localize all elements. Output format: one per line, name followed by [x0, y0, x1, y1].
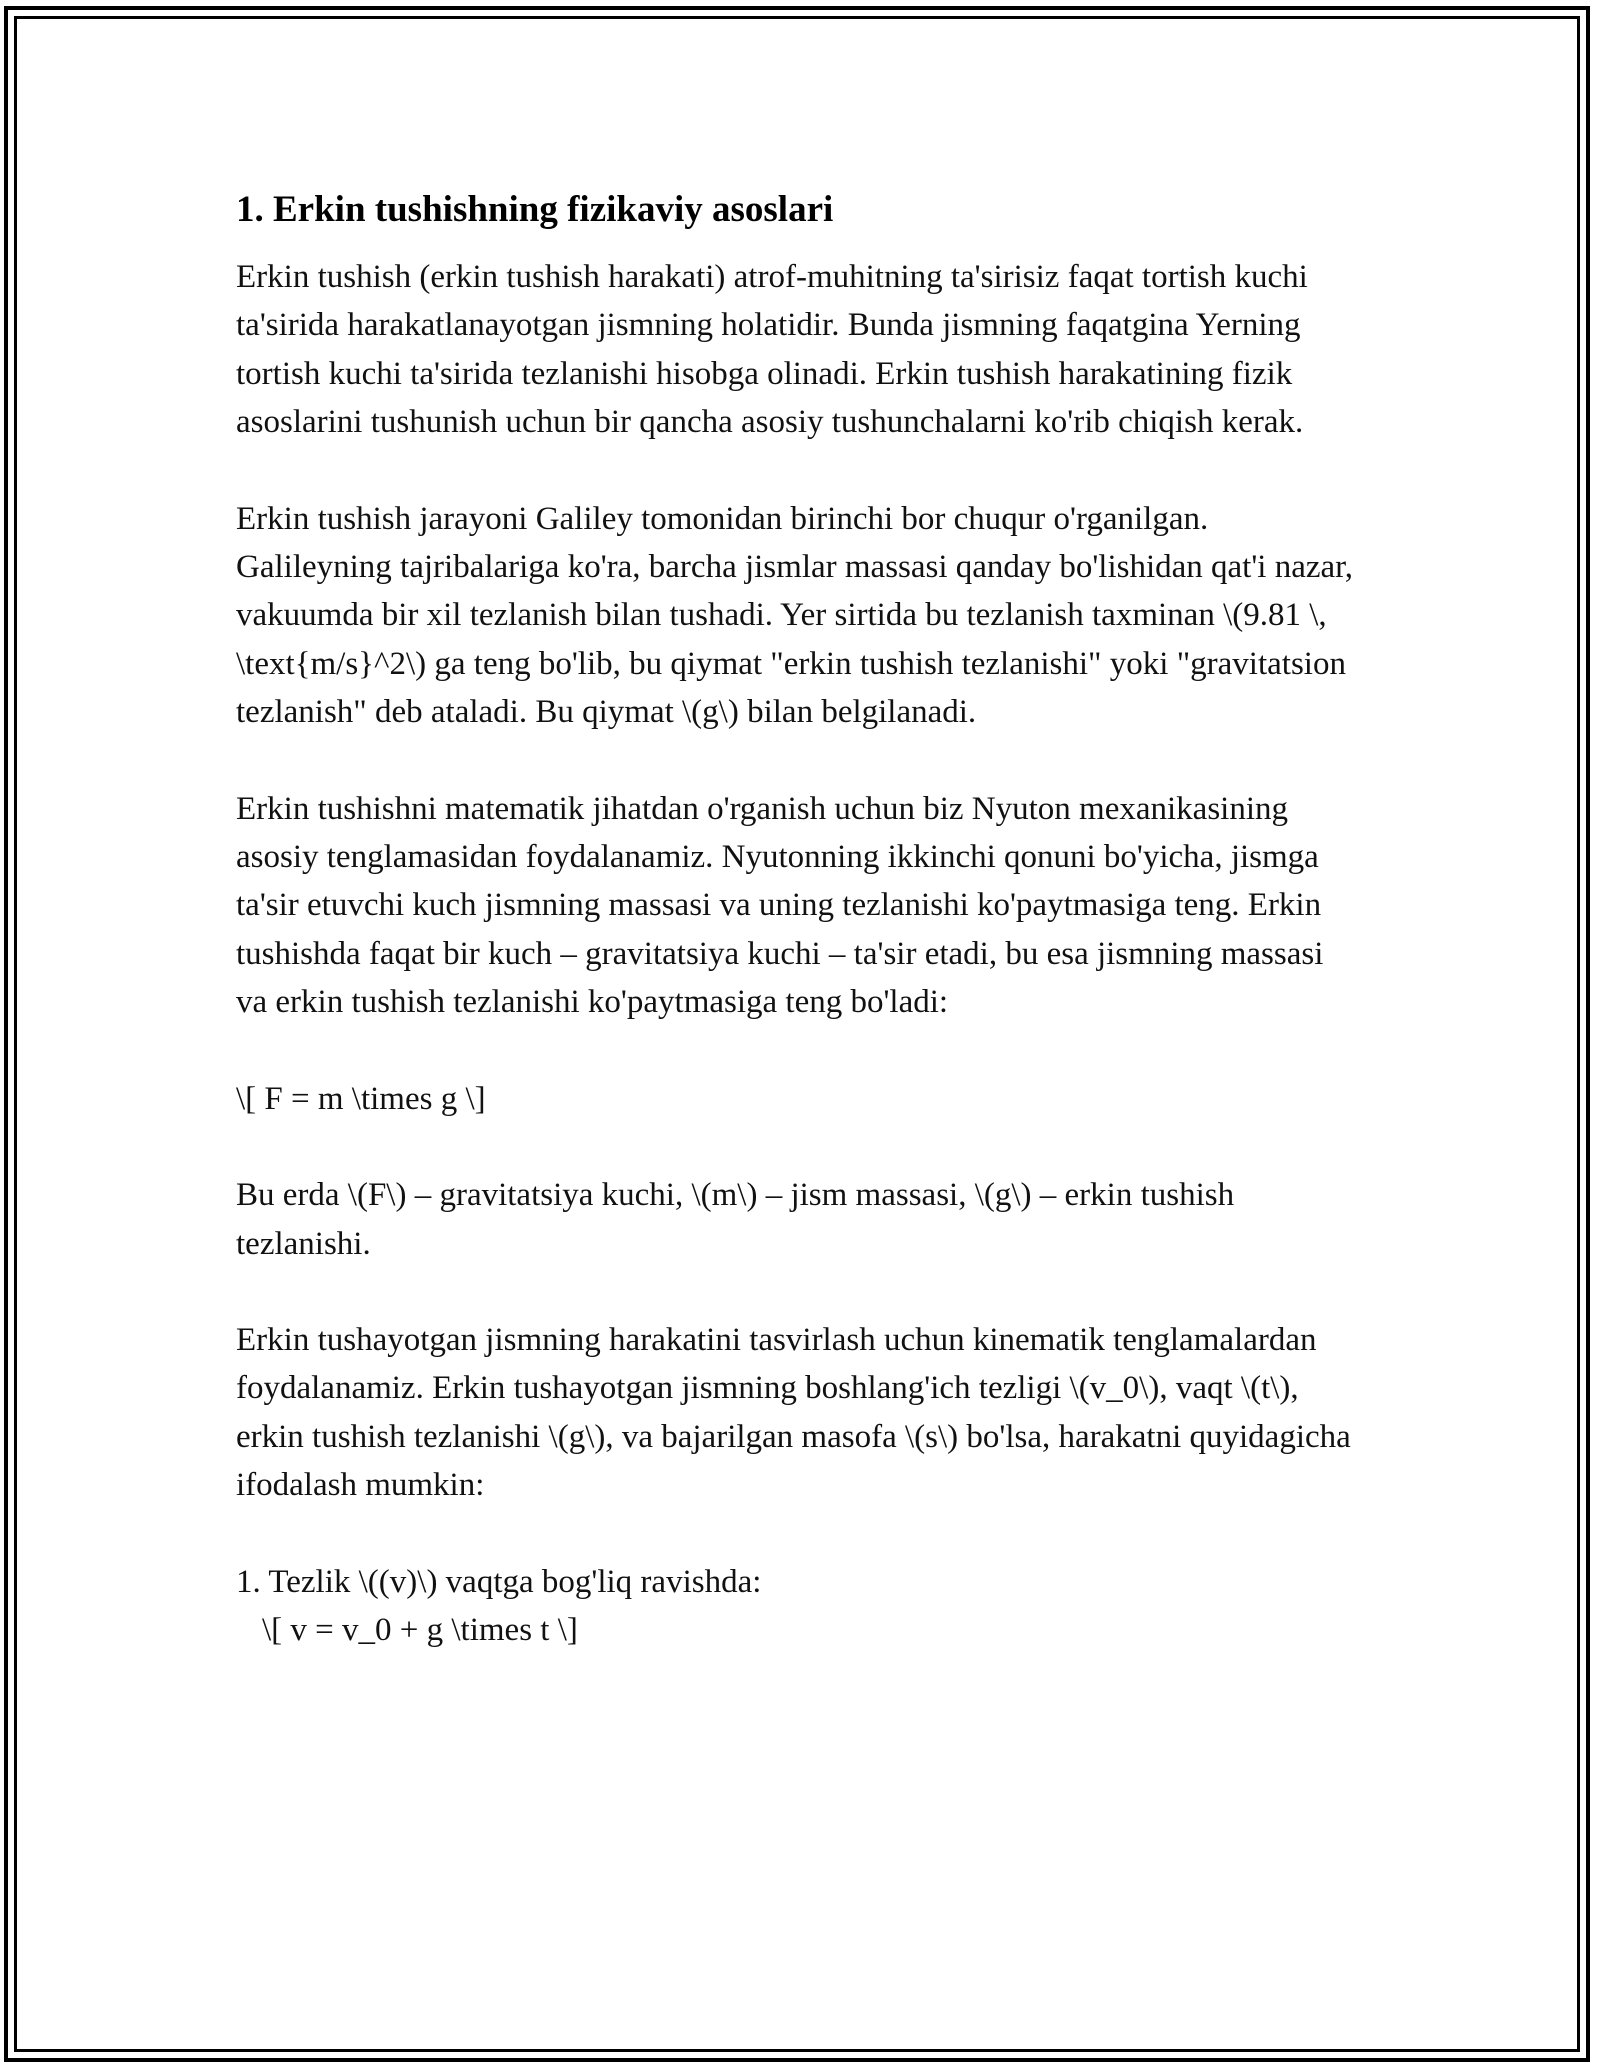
list-item-text: 1. Tezlik \((v)\) vaqtga bog'liq ravishda: — [236, 1563, 762, 1600]
paragraph-galileo: Erkin tushish jarayoni Galiley tomonidan birinchi bor chuqur o'rganilgan. Galileyning tajribalariga ko'ra, barcha jismlar massasi qanday bo'lishidan qat'i nazar, vakuumda bir xil tezlanish bilan tushadi. Yer sirtida bu tezlanish taxminan \(9.81 \, \text{m/s}^2\) ga teng bo'lib, bu qiymat "erkin tushish tezlanishi" yoki "gravitatsion tezlanish" deb ataladi. Bu qiymat \(g\) bilan belgilanadi. — [236, 500, 1354, 731]
formula-force: \[ F = m \times g \] — [236, 1080, 486, 1117]
list-item-velocity — [236, 1558, 1360, 1655]
formula-velocity: \[ v = v_0 + g \times t \] — [262, 1611, 578, 1648]
paragraph-definitions: Bu erda \(F\) – gravitatsiya kuchi, \(m\) – jism massasi, \(g\) – erkin tushish tezlanishi. — [236, 1177, 1235, 1262]
paragraph-newton: Erkin tushishni matematik jihatdan o'rganish uchun biz Nyuton mexanikasining asosiy tenglamasidan foydalanamiz. Nyutonning ikkinchi qonuni bo'yicha, jismga ta'sir etuvchi kuch jismning massasi va uning tezlanishi ko'paytmasiga teng. Erkin tushishda faqat bir kuch – gravitatsiya kuchi – ta'sir etadi, bu esa jismning massasi va erkin tushish tezlanishi ko'paytmasiga teng bo'ladi: — [236, 790, 1324, 1021]
paragraph-kinematics: Erkin tushayotgan jismning harakatini tasvirlash uchun kinematik tenglamalardan foydalanamiz. Erkin tushayotgan jismning boshlang'ich tezligi \(v_0\), vaqt \(t\), erkin tushish tezlanishi \(g\), va bajarilgan masofa \(s\) bo'lsa, harakatni quyidagicha ifodalash mumkin: — [236, 1321, 1351, 1504]
document-body — [236, 186, 1360, 1654]
section-heading: 1. Erkin tushishning fizikaviy asoslari — [236, 189, 834, 230]
paragraph-intro: Erkin tushish (erkin tushish harakati) atrof-muhitning ta'sirisiz faqat tortish kuchi ta'sirida harakatlanayotgan jismning holatidir. Bunda jismning faqatgina Yerning tortish kuchi ta'sirida tezlanishi hisobga olinadi. Erkin tushish harakatining fizik asoslarini tushunish uchun bir qancha asosiy tushunchalarni ko'rib chiqish kerak. — [236, 259, 1308, 441]
